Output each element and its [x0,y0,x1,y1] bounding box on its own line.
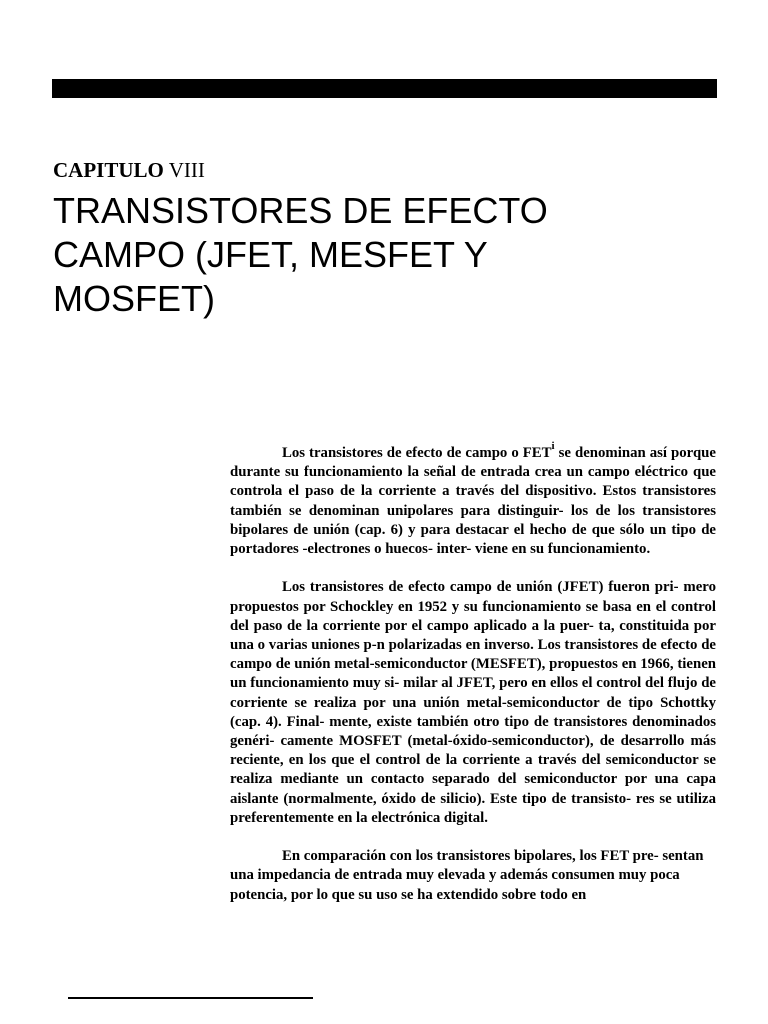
paragraph-1 [230,440,716,559]
chapter-number: VIII [168,158,205,182]
footnote-separator [68,997,313,999]
chapter-label [53,157,205,183]
chapter-title: TRANSISTORES DE EFECTO CAMPO (JFET, MESFET Y MOSFET) [53,190,548,319]
paragraph-3: En comparación con los transistores bipolares, los FET pre- sentan una impedancia de entrada muy elevada y además consumen muy poca potencia, por lo que su uso se ha extendido sobre todo en [230,848,704,903]
chapter-label-word: CAPITULO [53,158,164,182]
paragraph-1-rest: se denominan así porque durante su funcionamiento la señal de entrada crea un campo eléctrico que controla el paso de la corriente a través del dispositivo. Estos transistores también se denominan unipolares para distinguir- los de los transistores bipolares de unión (cap. 6) y para destacar el hecho de que sólo un tipo de portadores -electrones o huecos- inter- viene en su funcionamiento. [230,445,716,558]
footnote-marker[interactable]: i [551,440,555,452]
body-text [230,440,716,905]
paragraph-2: Los transistores de efecto campo de unión (JFET) fueron pri- mero propuestos por Schockley en 1952 y su funcionamiento se basa en el control del paso de la corriente por el campo aplicado a la puer- ta, constituida por una o varias uniones p-n polarizadas en inverso. Los transistores de efecto de campo de unión metal-semiconductor (MESFET), propuestos en 1966, tienen un funcionamiento muy si- milar al JFET, pero en ellos el control del flujo de corriente se realiza por una unión metal-semiconductor de tipo Schottky (cap. 4). Final- mente, existe también otro tipo de transistores denominados genéri- camente MOSFET (metal-óxido-semiconductor), de desarrollo más reciente, en los que el control de la corriente a través del semiconductor se realiza mediante un contacto separado del semiconductor por una capa aislante (normalmente, óxido de silicio). Este tipo de transisto- res se utiliza preferentemente en la electrónica digital. [230,579,716,826]
header-rule [52,79,717,98]
paragraph-1-start: Los transistores de efecto de campo o FET [282,445,552,461]
